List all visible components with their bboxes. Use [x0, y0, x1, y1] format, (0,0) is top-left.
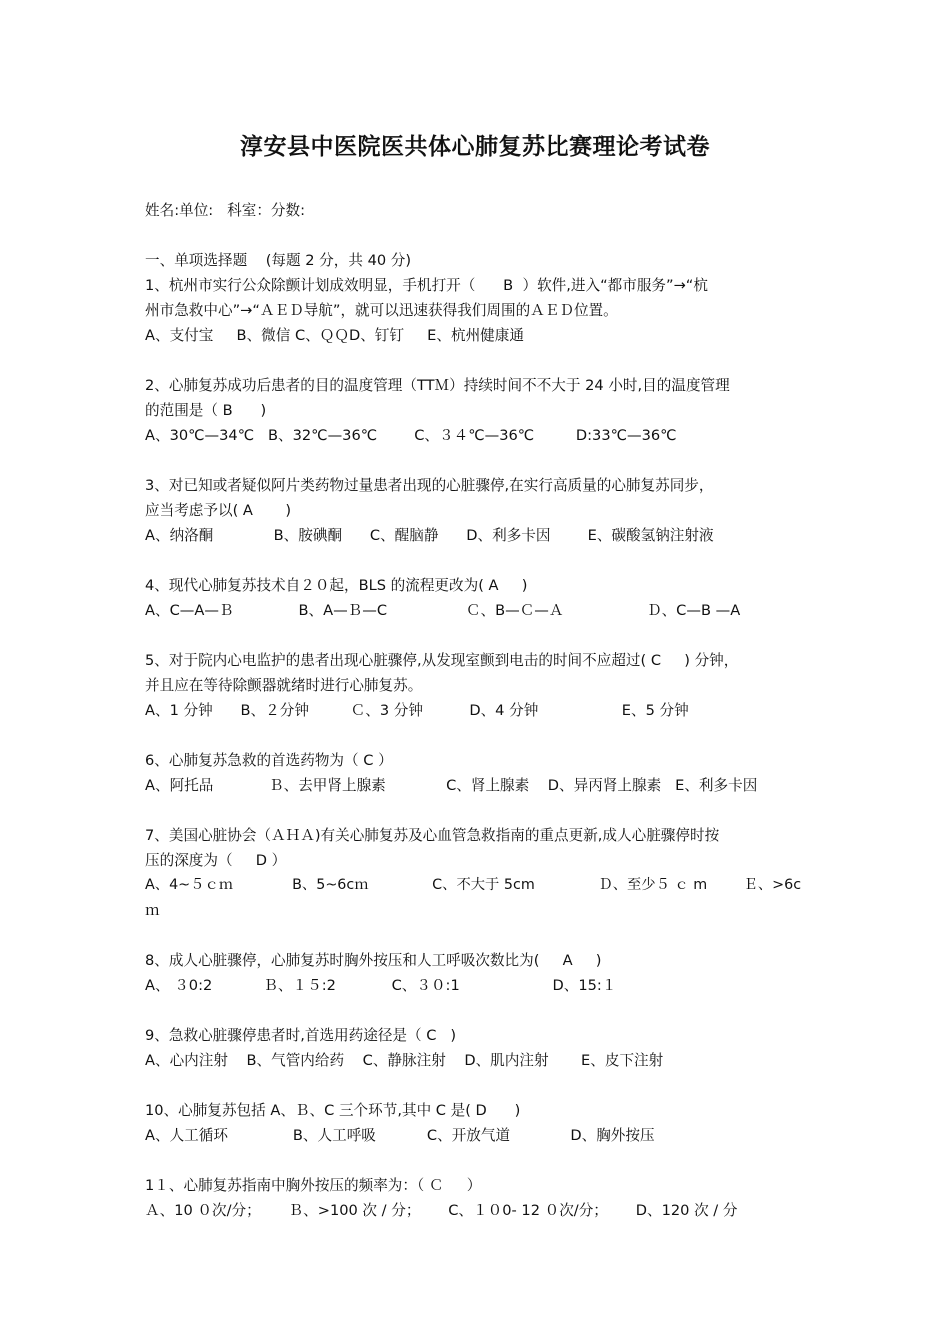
- answer-options: A、阿托品 Ｂ、去甲肾上腺素 C、肾上腺素 D、异丙肾上腺素 E、利多卡因: [145, 777, 758, 794]
- spacer: [145, 998, 813, 1023]
- answer-options: A、支付宝 B、微信 C、ＱＱD、钉钉 E、杭州健康通: [145, 327, 524, 344]
- question-9: [145, 1023, 813, 1073]
- question-stem: 1、杭州市实行公众除颤计划成效明显，手机打开（ B ）软件,进入“都市服务”→“杭: [145, 277, 708, 294]
- question-stem: 1１、心肺复苏指南中胸外按压的频率为：（ Ｃ ）: [145, 1177, 482, 1194]
- question-stem: 8、成人心脏骤停，心肺复苏时胸外按压和人工呼吸次数比为( A ): [145, 952, 602, 969]
- answer-options: A、心内注射 B、气管内给药 C、静脉注射 D、肌内注射 E、皮下注射: [145, 1052, 664, 1069]
- question-10: [145, 1098, 813, 1148]
- question-stem: 2、心肺复苏成功后患者的目的温度管理（TTＭ）持续时间不不大于 24 小时,目的温度管理: [145, 377, 730, 394]
- question-8: [145, 948, 813, 998]
- question-stem: 压的深度为（ D ）: [145, 852, 287, 869]
- question-5: [145, 648, 813, 723]
- exam-title: 淳安县中医院医共体心肺复苏比赛理论考试卷: [240, 133, 710, 160]
- answer-options: A、C—A—Ｂ B、A—Ｂ—C Ｃ、B—Ｃ—Ａ Ｄ、C—B —A: [145, 602, 741, 619]
- question-stem: 7、美国心脏协会（ＡＨＡ)有关心肺复苏及心血管急救指南的重点更新,成人心脏骤停时按: [145, 827, 720, 844]
- question-stem: 3、对已知或者疑似阿片类药物过量患者出现的心脏骤停,在实行高质量的心肺复苏同步，: [145, 477, 714, 494]
- spacer: [145, 723, 813, 748]
- spacer: [145, 448, 813, 473]
- answer-options: A、1 分钟 B、２分钟 Ｃ、3 分钟 D、4 分钟 E、5 分钟: [145, 702, 689, 719]
- question-stem: 4、现代心肺复苏技术自２０起，BLS 的流程更改为( A ): [145, 577, 528, 594]
- spacer: [145, 548, 813, 573]
- spacer: [145, 1148, 813, 1173]
- answer-options: Ａ、10 ０次/分； Ｂ、>100 次 / 分； C、１０0- 12 ０次/分； D、120 次 / 分: [145, 1202, 738, 1219]
- question-7: [145, 823, 813, 923]
- question-2: [145, 373, 813, 448]
- answer-options: ｍ: [145, 902, 160, 919]
- question-3: [145, 473, 813, 548]
- answer-options: A、30℃—34℃ B、32℃—36℃ C、３４℃—36℃ D:33℃—36℃: [145, 427, 677, 444]
- spacer: [145, 223, 813, 248]
- question-11: [145, 1173, 813, 1223]
- question-stem: 应当考虑予以( A ): [145, 502, 292, 519]
- answer-options: A、 ３0:2 Ｂ、１５:2 C、３０:1 D、15:１: [145, 977, 617, 994]
- question-1: [145, 273, 813, 348]
- spacer: [145, 348, 813, 373]
- section-heading: 一、单项选择题 (每题 2 分，共 40 分): [145, 252, 412, 269]
- student-info-line: 姓名:单位: 科室：分数:: [145, 202, 306, 219]
- question-stem: 并且应在等待除颤器就绪时进行心肺复苏。: [145, 677, 423, 694]
- question-6: [145, 748, 813, 798]
- question-stem: 的范围是（ B ): [145, 402, 267, 419]
- exam-body: [145, 198, 813, 1223]
- question-stem: 州市急救中心”→“ＡＥＤ导航”，就可以迅速获得我们周围的ＡＥＤ位置。: [145, 302, 618, 319]
- answer-options: A、人工循环 B、人工呼吸 C、开放气道 D、胸外按压: [145, 1127, 655, 1144]
- question-stem: 6、心肺复苏急救的首选药物为（ C ）: [145, 752, 393, 769]
- question-4: [145, 573, 813, 623]
- question-stem: 10、心肺复苏包括 A、Ｂ、C 三个环节,其中 C 是( D ): [145, 1102, 521, 1119]
- answer-options: A、4~５ｃｍ B、5~6cｍ C、不大于 5cm Ｄ、至少５ ｃ m Ｅ、>6c: [145, 877, 802, 893]
- question-stem: 5、对于院内心电监护的患者出现心脏骤停,从发现室颤到电击的时间不应超过( C ) 分钟，: [145, 652, 739, 669]
- spacer: [145, 1073, 813, 1098]
- answer-options: A、纳洛酮 B、胺碘酮 C、醒脑静 D、利多卡因 E、碳酸氢钠注射液: [145, 527, 714, 544]
- question-stem: 9、急救心脏骤停患者时,首选用药途径是（ C ): [145, 1027, 457, 1044]
- spacer: [145, 623, 813, 648]
- spacer: [145, 923, 813, 948]
- spacer: [145, 798, 813, 823]
